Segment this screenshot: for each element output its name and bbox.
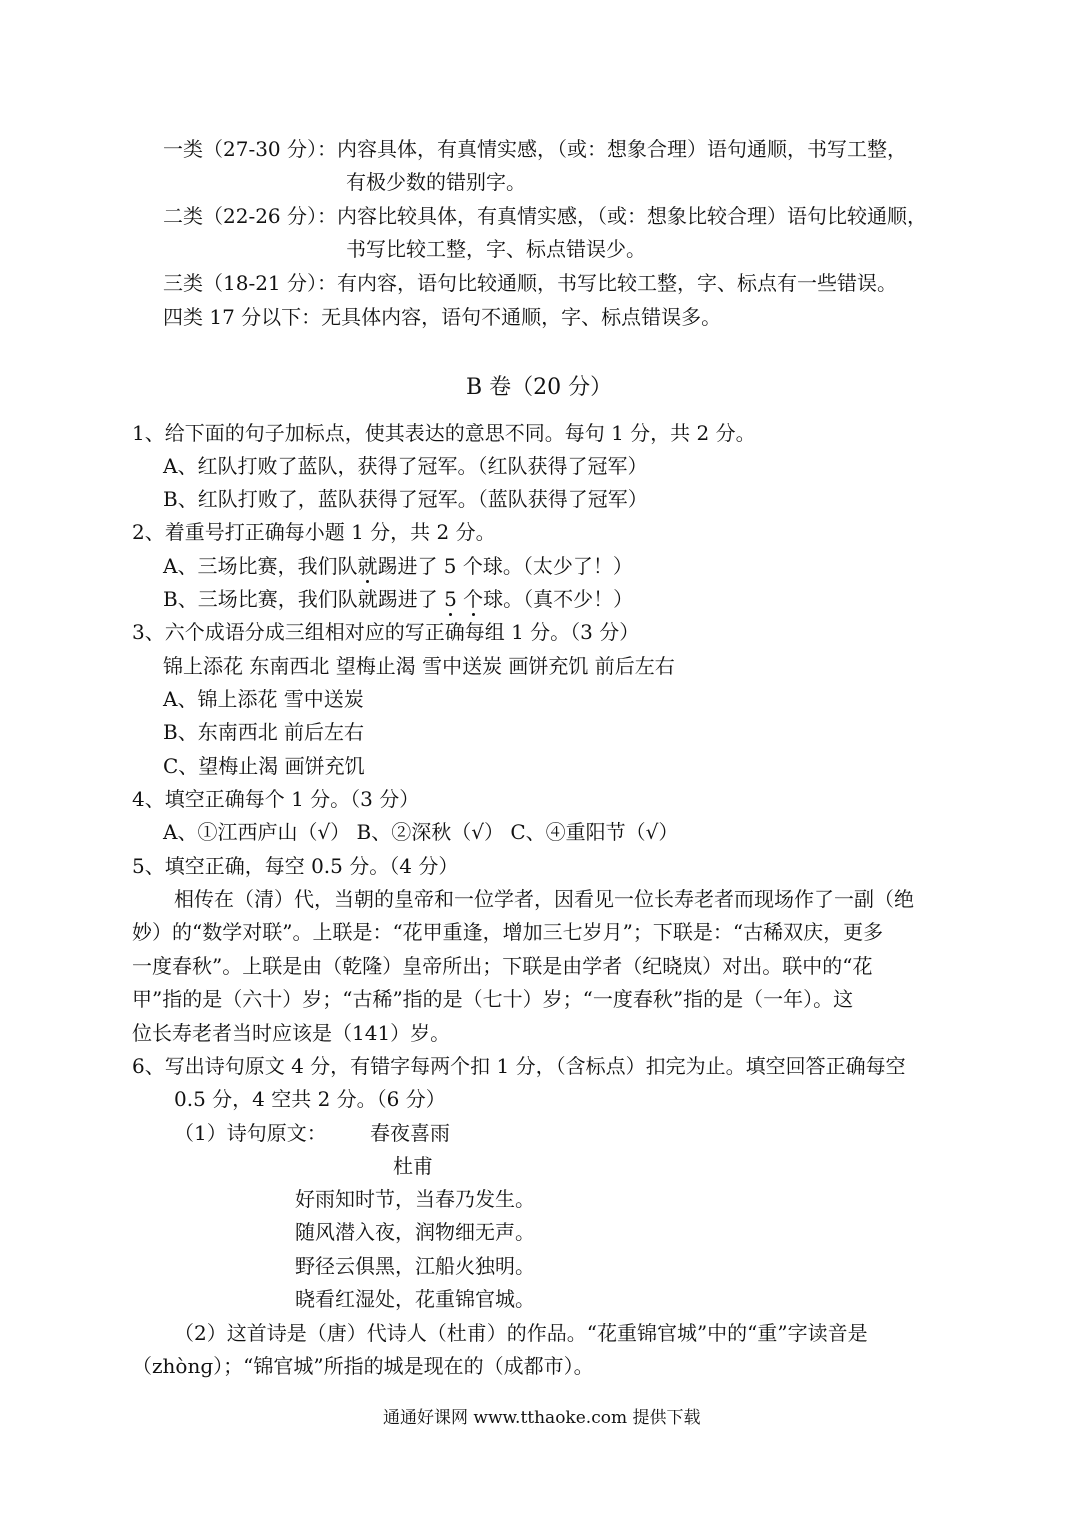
q2-stem: 2、着重号打正确每小题 1 分，共 2 分。: [132, 520, 496, 544]
poem-author: 杜甫: [393, 1154, 433, 1178]
q1-answer-b: B、红队打败了，蓝队获得了冠军。（蓝队获得了冠军）: [163, 487, 648, 511]
q3-stem: 3、六个成语分成三组相对应的写正确每组 1 分。（3 分）: [132, 620, 640, 644]
poem-line-2: 随风潜入夜，润物细无声。: [295, 1220, 535, 1244]
q4-answer: A、①江西庐山（√） B、②深秋（√） C、④重阳节（√）: [163, 820, 679, 844]
poem-line-3: 野径云俱黑，江船火独明。: [295, 1254, 535, 1278]
q6-sub1-label: （1）诗句原文：: [174, 1121, 327, 1145]
q6-sub2-line-1: （2）这首诗是（唐）代诗人（杜甫）的作品。“花重锦官城”中的“重”字读音是: [174, 1321, 868, 1345]
emphasis-dot-mark: 个: [463, 587, 484, 611]
q5-passage-line-2: 妙）的“数学对联”。上联是：“花甲重逢，增加三七岁月”；下联是：“古稀双庆，更多: [132, 920, 884, 944]
page-footer: 通通好课网 www.tthaoke.com 提供下载: [383, 1408, 701, 1428]
grading-line-4: 四类 17 分以下：无具体内容，语句不通顺，字、标点错误多。: [163, 305, 722, 329]
poem-title: 春夜喜雨: [370, 1121, 450, 1145]
q2-answer-b: [163, 589, 633, 609]
q6-sub2-line-2: （zhònɡ）；“锦官城”所指的城是现在的（成都市）。: [132, 1354, 594, 1378]
q2-b-pre: B、三场比赛，我们队就踢进了: [163, 587, 445, 611]
q3-idioms: 锦上添花 东南西北 望梅止渴 雪中送炭 画饼充饥 前后左右: [163, 654, 675, 678]
emphasis-dot-mark: 5: [444, 587, 457, 611]
q1-stem: 1、给下面的句子加标点，使其表达的意思不同。每句 1 分，共 2 分。: [132, 421, 756, 445]
emphasis-dot-mark: 就: [357, 554, 378, 578]
q6-stem-line-1: 6、写出诗句原文 4 分，有错字每两个扣 1 分，（含标点）扣完为止。填空回答正确每空: [132, 1054, 906, 1078]
q1-answer-a: A、红队打败了蓝队，获得了冠军。（红队获得了冠军）: [163, 454, 648, 478]
grading-line-2: 二类（22-26 分）：内容比较具体，有真情实感，（或：想象比较合理）语句比较通顺，: [163, 204, 928, 228]
q3-answer-b: B、东南西北 前后左右: [163, 720, 365, 744]
grading-line-2-cont: 书写比较工整，字、标点错误少。: [346, 237, 646, 261]
q5-stem: 5、填空正确，每空 0.5 分。（4 分）: [132, 854, 459, 878]
grading-line-1: 一类（27-30 分）：内容具体，有真情实感，（或：想象合理）语句通顺，书写工整，: [163, 137, 908, 161]
q2-b-post: 球。（真不少！）: [483, 587, 634, 611]
poem-line-4: 晓看红湿处，花重锦官城。: [295, 1287, 535, 1311]
q5-passage-line-5: 位长寿老者当时应该是（141）岁。: [132, 1021, 451, 1045]
q5-passage-line-3: 一度春秋”。上联是由（乾隆）皇帝所出；下联是由学者（纪晓岚）对出。联中的“花: [132, 954, 873, 978]
q3-answer-a: A、锦上添花 雪中送炭: [163, 687, 364, 711]
q2-a-post: 踢进了 5 个球。（太少了！）: [377, 554, 633, 578]
q3-answer-c: C、望梅止渴 画饼充饥: [163, 754, 365, 778]
q2-answer-a: [163, 556, 633, 576]
grading-line-1-cont: 有极少数的错别字。: [346, 170, 526, 194]
section-title: B 卷（20 分）: [466, 375, 613, 400]
q4-stem: 4、填空正确每个 1 分。（3 分）: [132, 787, 420, 811]
poem-line-1: 好雨知时节，当春乃发生。: [295, 1187, 535, 1211]
q5-passage-line-4: 甲”指的是（六十）岁；“古稀”指的是（七十）岁；“一度春秋”指的是（一年）。这: [132, 987, 854, 1011]
grading-line-3: 三类（18-21 分）：有内容，语句比较通顺，书写比较工整，字、标点有一些错误。: [163, 271, 898, 295]
q6-stem-line-2: 0.5 分，4 空共 2 分。（6 分）: [174, 1087, 446, 1111]
q2-a-pre: A、三场比赛，我们队: [163, 554, 358, 578]
q5-passage-line-1: 相传在（清）代，当朝的皇帝和一位学者，因看见一位长寿老者而现场作了一副（绝: [174, 887, 914, 911]
